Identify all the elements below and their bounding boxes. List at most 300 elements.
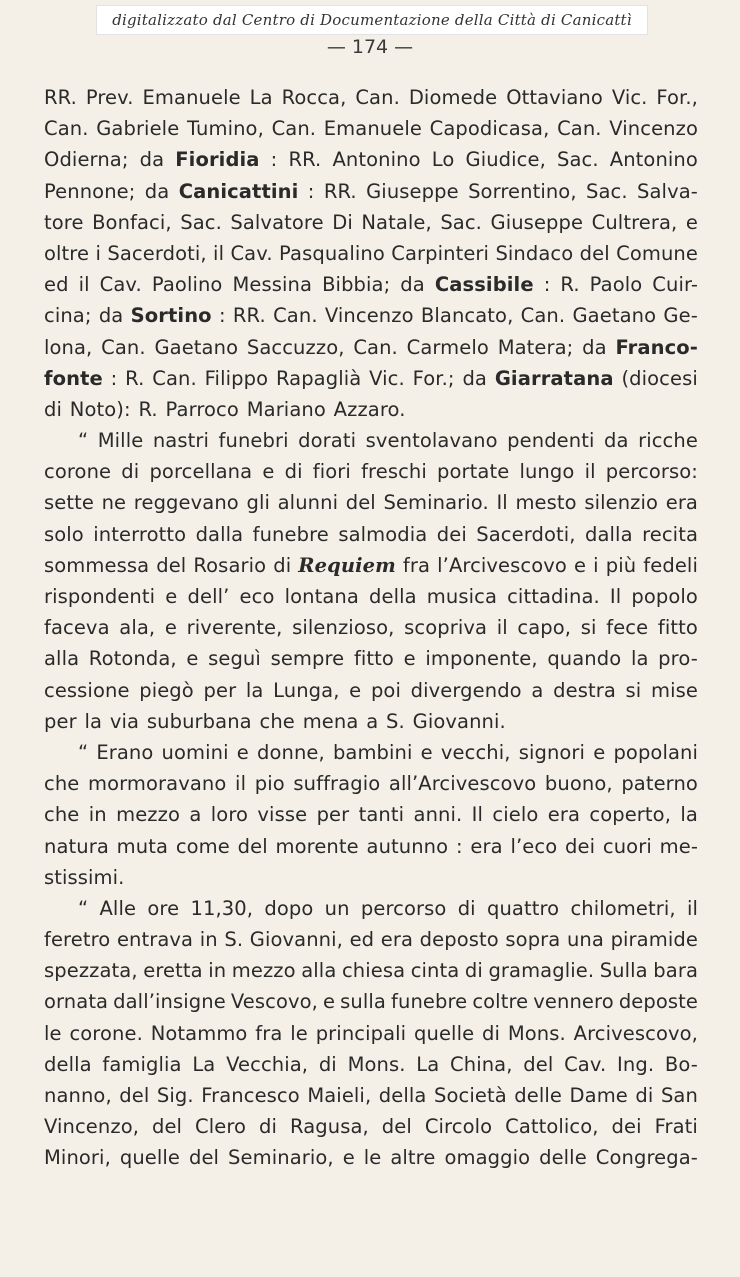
- text-line: [44, 82, 698, 113]
- word: Saccuzzo,: [246, 335, 345, 359]
- word: pendenti: [507, 429, 595, 453]
- word: :: [270, 148, 278, 172]
- digitization-watermark: digitalizzato dal Centro di Documentazione della Città di Canicattì: [96, 5, 648, 35]
- word: Pasqualino: [279, 241, 385, 265]
- word: dei: [436, 522, 467, 546]
- word: e: [165, 585, 178, 608]
- word: il: [496, 616, 508, 640]
- word: sulla: [340, 990, 386, 1014]
- word: Giuseppe: [490, 210, 584, 234]
- word: Can.: [44, 117, 89, 141]
- text-line: [44, 862, 698, 893]
- word: Franco-: [615, 335, 698, 359]
- text-line: [44, 1080, 698, 1111]
- word: quelle: [119, 1146, 181, 1170]
- word: cina;: [44, 304, 92, 328]
- word: paterno: [621, 772, 698, 796]
- word: del: [523, 1052, 554, 1076]
- word: Minori,: [44, 1146, 111, 1170]
- word: La: [249, 86, 273, 109]
- word: mezzo: [231, 959, 296, 983]
- word: Vic.: [611, 86, 648, 109]
- word: Cattolico,: [505, 1115, 599, 1139]
- word: oltre: [44, 241, 90, 265]
- word: silenzioso,: [292, 616, 395, 640]
- word: lona,: [44, 335, 93, 359]
- word: la: [245, 678, 264, 702]
- text-line: [44, 799, 698, 830]
- word: Giovanni,: [249, 928, 343, 952]
- word: il: [235, 772, 247, 796]
- word: da: [139, 148, 165, 172]
- word: un: [324, 896, 350, 920]
- text-line: [44, 831, 698, 862]
- word: Il: [609, 585, 622, 608]
- word: Capodicasa,: [429, 117, 550, 141]
- word: Cav.: [99, 273, 142, 297]
- word: Fioridia: [175, 148, 260, 172]
- word: RR.: [288, 148, 322, 172]
- word: quando: [547, 647, 622, 671]
- word: Can.: [353, 335, 398, 359]
- word: il: [686, 896, 698, 920]
- word: fra: [255, 1021, 283, 1045]
- word: Gaetano: [572, 304, 657, 328]
- word: portate: [437, 460, 510, 484]
- word: di: [482, 1021, 501, 1045]
- word: Filippo: [204, 366, 269, 390]
- word: Salva-: [637, 179, 698, 203]
- word: muta: [116, 834, 169, 858]
- word: si: [580, 616, 597, 640]
- word: S.: [224, 928, 244, 952]
- word: del: [188, 1146, 220, 1170]
- word: Ge-: [663, 304, 698, 328]
- word: sette: [44, 491, 94, 515]
- word: e: [420, 740, 433, 764]
- word: l’eco: [510, 834, 558, 858]
- word: da: [604, 429, 629, 453]
- word: gli: [246, 491, 270, 515]
- text-line: [44, 768, 698, 799]
- word: Vecchia,: [226, 1052, 309, 1076]
- word: quattro: [486, 896, 560, 920]
- word: e: [403, 647, 416, 671]
- word: i: [593, 553, 599, 577]
- word: e: [342, 1146, 355, 1170]
- word: da: [582, 335, 607, 359]
- word: per: [44, 709, 77, 733]
- body-text: [44, 82, 698, 1174]
- word: Vescovo,: [230, 990, 318, 1014]
- word: :: [110, 366, 118, 390]
- word: :: [455, 834, 463, 858]
- word: San: [660, 1084, 698, 1107]
- word: mezzo: [116, 803, 180, 827]
- word: di: [259, 1115, 278, 1139]
- word: Notammo: [150, 1021, 248, 1045]
- word: Emanuele: [323, 117, 422, 141]
- word: Società: [434, 1084, 507, 1107]
- word: era: [470, 834, 503, 858]
- word: funebre: [252, 522, 329, 546]
- word: più: [605, 553, 637, 577]
- text-line: [44, 955, 698, 986]
- word: percorso:: [605, 460, 698, 484]
- word: Can.: [152, 366, 197, 390]
- text-line: [44, 1142, 698, 1173]
- word: For.,: [656, 86, 698, 109]
- word: Cuir-: [652, 273, 698, 297]
- word: cinta: [410, 959, 460, 983]
- word: del: [237, 834, 268, 858]
- word: Giarratana: [494, 366, 614, 390]
- word: del: [345, 491, 376, 515]
- word: Canicattini: [178, 179, 299, 203]
- word: di: [121, 460, 140, 484]
- text-line: [44, 893, 698, 924]
- word: RR.: [323, 179, 357, 203]
- word: la: [84, 709, 103, 733]
- text-line: [44, 675, 698, 706]
- word: lontana: [284, 585, 359, 608]
- word: bambini: [332, 740, 413, 764]
- word: :: [307, 179, 315, 203]
- word: Sorrentino,: [468, 179, 577, 203]
- word: Congrega-: [595, 1146, 698, 1170]
- word: “: [78, 740, 89, 764]
- text-line: [44, 207, 698, 238]
- word: ricche: [638, 429, 698, 453]
- word: Can.: [557, 117, 602, 141]
- word: cessione: [44, 678, 130, 702]
- word: La: [192, 1052, 216, 1076]
- word: altre: [390, 1146, 436, 1170]
- word: dopo: [264, 896, 314, 920]
- word: funebre: [391, 990, 468, 1014]
- word: Salvatore: [230, 210, 324, 234]
- word: Ragusa,: [290, 1115, 369, 1139]
- text-line: [44, 113, 698, 144]
- word: Odierna;: [44, 148, 129, 172]
- word: che: [44, 772, 80, 796]
- word: mormoravano: [88, 772, 227, 796]
- word: che: [259, 709, 295, 733]
- word: RR.: [232, 304, 266, 328]
- word: Sortino: [130, 304, 212, 328]
- word: Rosario: [193, 553, 267, 577]
- word: chilometri,: [570, 896, 676, 920]
- word: sventolavano: [365, 429, 498, 453]
- word: destra: [553, 678, 616, 702]
- word: Natale,: [361, 210, 432, 234]
- word: del: [579, 241, 610, 265]
- word: corone: [44, 460, 112, 484]
- word: 11,30,: [190, 896, 254, 920]
- word: Giovanni.: [412, 709, 506, 733]
- word: una: [566, 928, 604, 952]
- word: alunni: [277, 491, 339, 515]
- word: Sig.: [156, 1084, 194, 1107]
- word: ed: [44, 273, 69, 297]
- word: Sacerdoti,: [476, 522, 576, 546]
- word: visse: [257, 803, 308, 827]
- word: recita: [642, 522, 698, 546]
- word: R.: [125, 366, 145, 390]
- word: R.: [560, 273, 580, 297]
- word: tanti: [358, 803, 405, 827]
- word: Alle: [99, 896, 137, 920]
- word: omaggio: [444, 1146, 531, 1170]
- word: Mille: [97, 429, 144, 453]
- text-line: [44, 269, 698, 300]
- word: della: [44, 1052, 92, 1076]
- word: dei: [611, 1115, 642, 1139]
- word: Vincenzo,: [44, 1115, 140, 1139]
- word: Diomede: [408, 86, 498, 109]
- word: a: [189, 803, 202, 827]
- text-line: [44, 425, 698, 456]
- word: fra: [402, 553, 431, 577]
- word: all’Arcivescovo: [388, 772, 537, 796]
- word: “: [78, 896, 89, 920]
- word: Antonino: [332, 148, 421, 172]
- word: Ing.: [617, 1052, 655, 1076]
- text-line: [44, 238, 698, 269]
- word: corone.: [69, 1021, 143, 1045]
- text-line: [44, 332, 698, 363]
- word: per: [316, 803, 350, 827]
- word: piegò: [139, 678, 194, 702]
- word: seguì: [208, 647, 261, 671]
- text-line: [44, 519, 698, 550]
- word: e: [349, 678, 362, 702]
- word: Can.: [101, 335, 146, 359]
- word: Francesco: [201, 1084, 300, 1107]
- word: fonte: [44, 366, 103, 390]
- word: ornata: [44, 990, 109, 1014]
- word: Ottaviano: [506, 86, 603, 109]
- word: da: [400, 273, 425, 297]
- word: coltre: [472, 990, 529, 1014]
- word: Vincenzo: [324, 304, 414, 328]
- word: deposto: [419, 928, 499, 952]
- word: sommessa: [44, 553, 150, 577]
- word: For.;: [412, 366, 455, 390]
- word: delle: [539, 1146, 587, 1170]
- word: dell’: [187, 585, 230, 608]
- word: Cav.: [230, 241, 273, 265]
- word: alla: [301, 959, 337, 983]
- word: di: [318, 1052, 337, 1076]
- word: nastri: [152, 429, 209, 453]
- word: Bo-: [664, 1052, 698, 1076]
- word: famiglia: [102, 1052, 182, 1076]
- word: Clero: [195, 1115, 247, 1139]
- word: di: [464, 959, 483, 983]
- word: per: [203, 678, 237, 702]
- text-line: [44, 550, 698, 581]
- word: signori: [518, 740, 586, 764]
- word: Carmelo: [406, 335, 489, 359]
- word: ne: [101, 491, 127, 515]
- text-line: [44, 176, 698, 207]
- word: Paolo: [589, 273, 643, 297]
- word: del: [119, 1084, 150, 1107]
- text-line: [44, 363, 698, 394]
- word: silenzio: [584, 491, 659, 515]
- text-line: [44, 581, 698, 612]
- word: era: [547, 803, 581, 827]
- word: da: [98, 304, 124, 328]
- word: le: [290, 1021, 308, 1045]
- word: e: [236, 740, 249, 764]
- word: del: [156, 553, 187, 577]
- word: Maieli,: [307, 1084, 372, 1107]
- word: Comune: [616, 241, 698, 265]
- text-line: [44, 144, 698, 175]
- word: spezzata,: [44, 959, 138, 983]
- word: da: [144, 179, 170, 203]
- word: dall’insigne: [113, 990, 226, 1014]
- word: quelle: [414, 1021, 475, 1045]
- word: coperto,: [589, 803, 671, 827]
- word: Requiem: [298, 553, 396, 577]
- word: Seminario.: [383, 491, 489, 515]
- word: dalla: [195, 522, 244, 546]
- word: Mariano: [246, 397, 326, 421]
- word: Circolo: [424, 1115, 493, 1139]
- word: di: [273, 553, 292, 577]
- text-line: [44, 612, 698, 643]
- word: Dame: [569, 1084, 628, 1107]
- word: entrava: [116, 928, 194, 952]
- word: Bonfaci,: [92, 210, 172, 234]
- word: i: [95, 241, 101, 265]
- word: Di: [332, 210, 353, 234]
- word: RR.: [44, 86, 77, 109]
- word: piramide: [610, 928, 698, 952]
- word: (diocesi: [621, 366, 698, 390]
- word: poi: [370, 678, 401, 702]
- word: natura: [44, 834, 109, 858]
- word: Il: [496, 491, 508, 515]
- word: deposte: [618, 990, 698, 1014]
- word: Vic.: [369, 366, 405, 390]
- word: anni.: [413, 803, 463, 827]
- word: Vincenzo: [609, 117, 698, 141]
- word: morente: [275, 834, 359, 858]
- word: Azzaro.: [333, 397, 406, 421]
- word: Mons.: [507, 1021, 566, 1045]
- word: Can.: [273, 304, 318, 328]
- word: fitto: [353, 647, 394, 671]
- word: funebri: [218, 429, 289, 453]
- word: e: [574, 553, 587, 577]
- word: Sacerdoti,: [107, 241, 207, 265]
- word: eco: [239, 585, 275, 608]
- word: eretta: [143, 959, 203, 983]
- word: Tumino,: [186, 117, 264, 141]
- word: capo,: [517, 616, 572, 640]
- word: e: [262, 460, 275, 484]
- word: buono,: [544, 772, 613, 796]
- word: Sac.: [440, 210, 482, 234]
- word: in: [88, 803, 107, 827]
- word: che: [44, 803, 80, 827]
- word: La: [416, 1052, 440, 1076]
- word: mena: [302, 709, 359, 733]
- word: chiesa: [341, 959, 406, 983]
- word: di: [457, 896, 476, 920]
- word: Lunga,: [273, 678, 340, 702]
- word: Lo: [431, 148, 455, 172]
- word: vecchi,: [440, 740, 511, 764]
- word: si: [625, 678, 642, 702]
- word: la: [680, 803, 698, 827]
- word: Giuseppe: [366, 179, 459, 203]
- word: sopra: [505, 928, 561, 952]
- word: freschi: [361, 460, 427, 484]
- word: il: [78, 273, 90, 297]
- word: Can.: [355, 86, 400, 109]
- word: e: [593, 740, 606, 764]
- word: cittadina.: [507, 585, 600, 608]
- word: Noto):: [69, 397, 131, 421]
- word: del: [381, 1115, 412, 1139]
- word: nanno,: [44, 1084, 112, 1107]
- word: Gabriele: [96, 117, 180, 141]
- word: Prev.: [85, 86, 134, 109]
- text-line: [44, 487, 698, 518]
- word: me-: [659, 834, 698, 858]
- word: loro: [210, 803, 249, 827]
- word: Cav.: [564, 1052, 607, 1076]
- word: era: [665, 491, 698, 515]
- word: Sindaco: [495, 241, 574, 265]
- word: Can.: [520, 304, 566, 328]
- word: Frati: [654, 1115, 698, 1139]
- word: l’Arcivescovo: [437, 553, 567, 577]
- word: Emanuele: [142, 86, 241, 109]
- text-line: [44, 643, 698, 674]
- word: da: [462, 366, 487, 390]
- word: Cassibile: [434, 273, 534, 297]
- word: a: [366, 709, 379, 733]
- word: pro-: [658, 647, 698, 671]
- word: Paolino: [151, 273, 223, 297]
- word: musica: [426, 585, 497, 608]
- word: Matera;: [497, 335, 574, 359]
- word: a: [531, 678, 544, 702]
- text-line: [44, 300, 698, 331]
- text-line: [44, 706, 698, 737]
- word: Erano: [96, 740, 154, 764]
- word: ed: [349, 928, 375, 952]
- word: :: [543, 273, 551, 297]
- word: rispondenti: [44, 585, 156, 608]
- word: del: [151, 1115, 183, 1139]
- word: Sac.: [586, 179, 628, 203]
- word: Seminario,: [228, 1146, 334, 1170]
- word: ala,: [119, 616, 156, 640]
- word: alla: [44, 647, 80, 671]
- word: pio: [254, 772, 285, 796]
- text-line: [44, 737, 698, 768]
- word: e: [164, 616, 177, 640]
- word: interrotto: [93, 522, 187, 546]
- word: riverente,: [186, 616, 283, 640]
